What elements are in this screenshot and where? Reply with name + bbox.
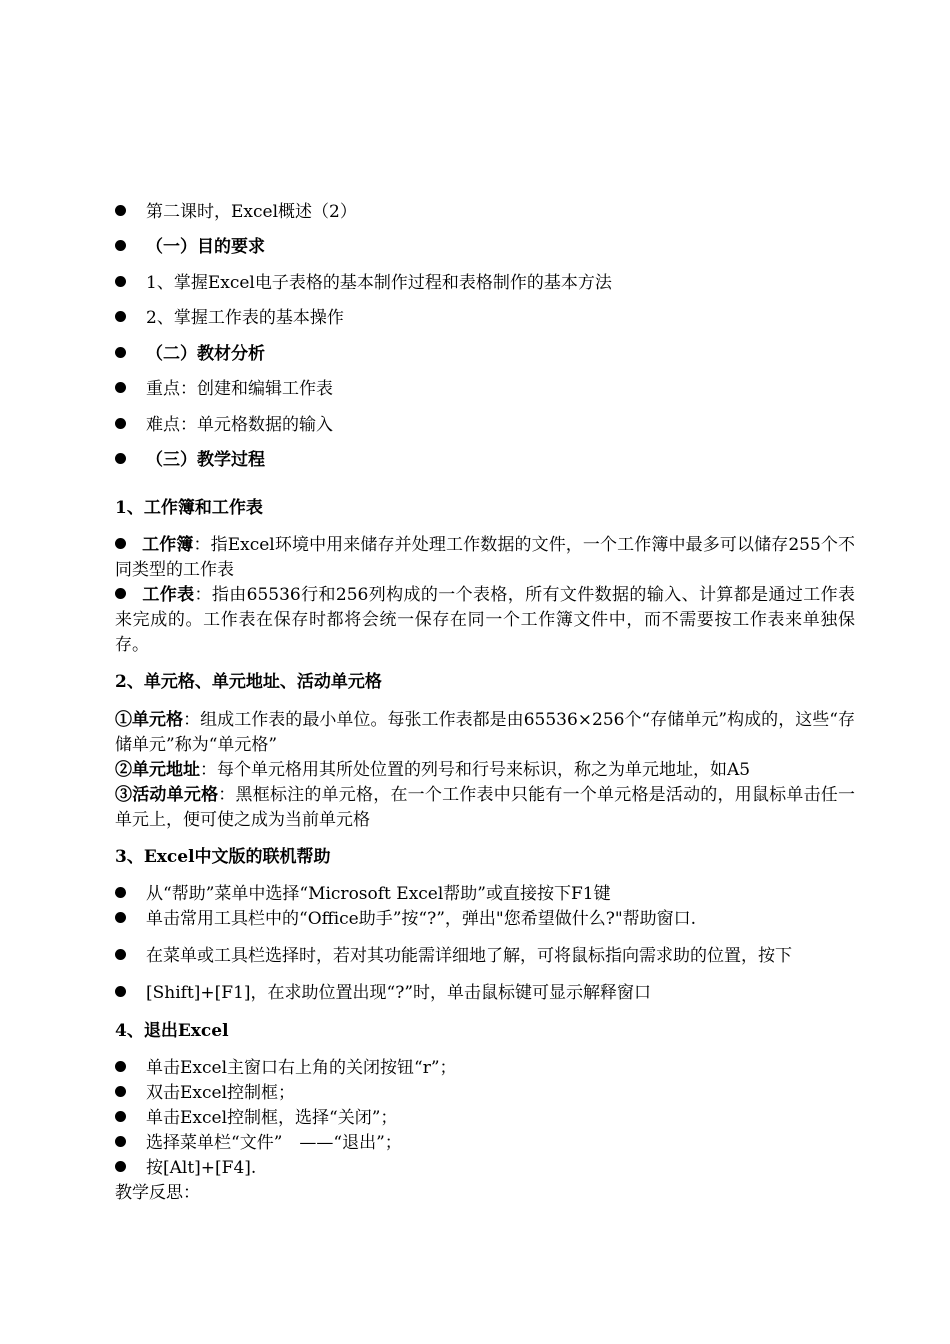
bullet-icon — [115, 205, 126, 216]
active-cell-definition: ③活动单元格：黑框标注的单元格，在一个工作表中只能有一个单元格是活动的，用鼠标单击任一单元上，便可使之成为当前单元格 — [115, 785, 856, 830]
bullet-icon — [115, 912, 126, 923]
bullet-icon — [115, 311, 126, 322]
bullet-icon — [115, 418, 126, 429]
list-item: 双击Excel控制框； — [115, 1081, 295, 1105]
section-heading: 4、退出Excel — [115, 1021, 229, 1041]
list-item: 选择菜单栏“文件” ——“退出”； — [115, 1131, 402, 1155]
bullet-icon — [115, 986, 126, 997]
reflection-label: 教学反思： — [115, 1183, 200, 1203]
list-item: 在菜单或工具栏选择时，若对其功能需详细地了解，可将鼠标指向需求助的位置，按下 — [115, 944, 792, 968]
worksheet-definition: 工作表：指由65536行和256列构成的一个表格，所有文件数据的输入、计算都是通过工作表来完成的。工作表在保存时都将会统一保存在同一个工作簿文件中，而不需要按工作表来单独保存。 — [115, 585, 856, 655]
bullet-icon — [115, 1061, 126, 1072]
address-definition: ②单元地址：每个单元格用其所处位置的列号和行号来标识，称之为单元地址，如A5 — [115, 760, 751, 780]
cell-definition: ①单元格：组成工作表的最小单位。每张工作表都是由65536×256个“存储单元”构成的，这些“存储单元”称为“单元格” — [115, 710, 856, 755]
bullet-icon — [115, 1111, 126, 1122]
list-item: [Shift]+[F1]，在求助位置出现“?”时，单击鼠标键可显示解释窗口 — [115, 981, 651, 1005]
list-item: 从“帮助”菜单中选择“Microsoft Excel帮助”或直接按下F1键 — [115, 882, 611, 906]
section-heading: 1、工作簿和工作表 — [115, 498, 263, 518]
outline-item: 1、掌握Excel电子表格的基本制作过程和表格制作的基本方法 — [115, 271, 612, 295]
bullet-icon — [115, 1161, 126, 1172]
outline-item: 第二课时，Excel概述（2） — [115, 200, 357, 224]
bullet-icon — [115, 1086, 126, 1097]
outline-item: 重点：创建和编辑工作表 — [115, 377, 333, 401]
list-item: 单击Excel主窗口右上角的关闭按钮“r”； — [115, 1056, 457, 1080]
bullet-icon — [115, 1136, 126, 1147]
outline-item: （三）教学过程 — [115, 448, 265, 472]
bullet-icon — [115, 276, 126, 287]
bullet-icon — [115, 240, 126, 251]
bullet-icon — [115, 347, 126, 358]
bullet-icon — [115, 949, 126, 960]
outline-item: （二）教材分析 — [115, 342, 265, 366]
workbook-definition: 工作簿：指Excel环境中用来储存并处理工作数据的文件，一个工作簿中最多可以储存255个不同类型的工作表 — [115, 535, 855, 580]
section-heading: 3、Excel中文版的联机帮助 — [115, 847, 331, 867]
list-item: 单击常用工具栏中的“Office助手”按“?”，弹出"您希望做什么?"帮助窗口. — [115, 907, 696, 931]
bullet-icon — [115, 538, 126, 549]
outline-item: （一）目的要求 — [115, 235, 265, 259]
bullet-icon — [115, 382, 126, 393]
list-item: 按[Alt]+[F4]. — [115, 1156, 256, 1180]
section-heading: 2、单元格、单元地址、活动单元格 — [115, 672, 382, 692]
bullet-icon — [115, 453, 126, 464]
outline-item: 难点：单元格数据的输入 — [115, 413, 333, 437]
bullet-icon — [115, 588, 126, 599]
list-item: 单击Excel控制框，选择“关闭”； — [115, 1106, 397, 1130]
outline-item: 2、掌握工作表的基本操作 — [115, 306, 344, 330]
bullet-icon — [115, 887, 126, 898]
